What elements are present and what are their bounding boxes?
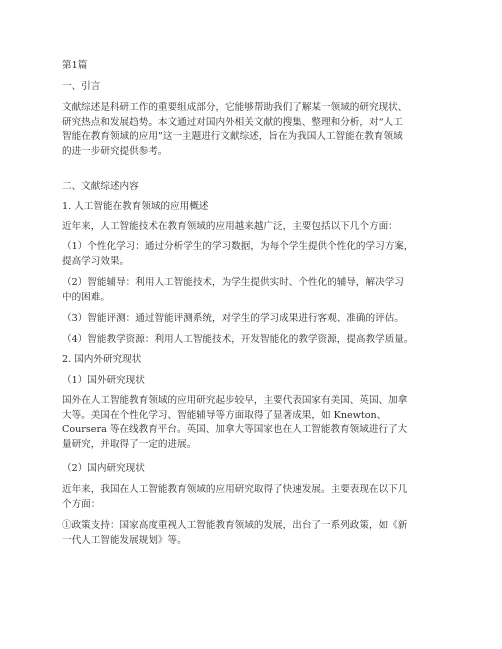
domestic-line: 个方面： <box>62 498 101 510</box>
policy-line: 一代人工智能发展规划》等。 <box>62 534 187 546</box>
list-item-assessment: （3）智能评测：通过智能评测系统，对学生的学习成果进行客观、准确的评估。 <box>62 313 404 324</box>
foreign-line: Coursera 等在线教育平台。英国、加拿大等国家也在人工智能教育领域进行了大 <box>62 424 408 435</box>
list-item-line: （1）个性化学习：通过分析学生的学习数据，为每个学生提供个性化的学习方案， <box>62 241 414 252</box>
section-heading-review: 二、文献综述内容 <box>62 181 139 192</box>
intro-line: 文献综述是科研工作的重要组成部分，它能够帮助我们了解某一领域的研究现状、 <box>62 102 408 113</box>
policy-support-paragraph <box>62 519 448 548</box>
policy-line: ①政策支持：国家高度重视人工智能教育领域的发展，出台了一系列政策，如《新 <box>62 520 408 531</box>
foreign-line: 大等。美国在个性化学习、智能辅导等方面取得了显著成果，如 Knewton、 <box>62 409 387 421</box>
list-item-line: 提高学习效果。 <box>62 255 130 267</box>
intro-paragraph <box>62 101 448 159</box>
domestic-status-heading: （2）国内研究现状 <box>62 463 145 474</box>
foreign-status-paragraph <box>62 394 448 452</box>
subsection-heading-overview: 1. 人工智能在教育领域的应用概述 <box>62 201 209 212</box>
section-heading-intro: 一、引言 <box>62 81 101 92</box>
intro-line: 的进一步研究提供参考。 <box>62 145 168 157</box>
overview-paragraph: 近年来，人工智能技术在教育领域的应用越来越广泛，主要包括以下几个方面： <box>62 221 398 232</box>
subsection-heading-status: 2. 国内外研究现状 <box>62 354 142 365</box>
list-item-tutoring <box>62 276 448 305</box>
intro-line: 研究热点和发展趋势。本文通过对国内外相关文献的搜集、整理和分析，对“人工 <box>62 116 403 128</box>
list-item-resources: （4）智能教学资源：利用人工智能技术，开发智能化的教学资源，提高教学质量。 <box>62 334 414 345</box>
foreign-line: 国外在人工智能教育领域的应用研究起步较早，主要代表国家有美国、英国、加拿 <box>62 395 408 406</box>
intro-line: 智能在教育领域的应用”这一主题进行文献综述，旨在为我国人工智能在教育领域 <box>62 131 403 142</box>
list-item-line: 中的困难。 <box>62 291 110 303</box>
list-item-personalized <box>62 240 448 269</box>
list-item-line: （2）智能辅导：利用人工智能技术，为学生提供实时、个性化的辅导，解决学习 <box>62 277 404 288</box>
page-label: 第1篇 <box>62 60 88 71</box>
domestic-line: 近年来，我国在人工智能教育领域的应用研究取得了快速发展。主要表现在以下几 <box>62 484 408 495</box>
foreign-status-heading: （1）国外研究现状 <box>62 375 145 386</box>
foreign-line: 量研究，并取得了一定的进展。 <box>62 438 197 450</box>
domestic-status-paragraph <box>62 483 448 512</box>
